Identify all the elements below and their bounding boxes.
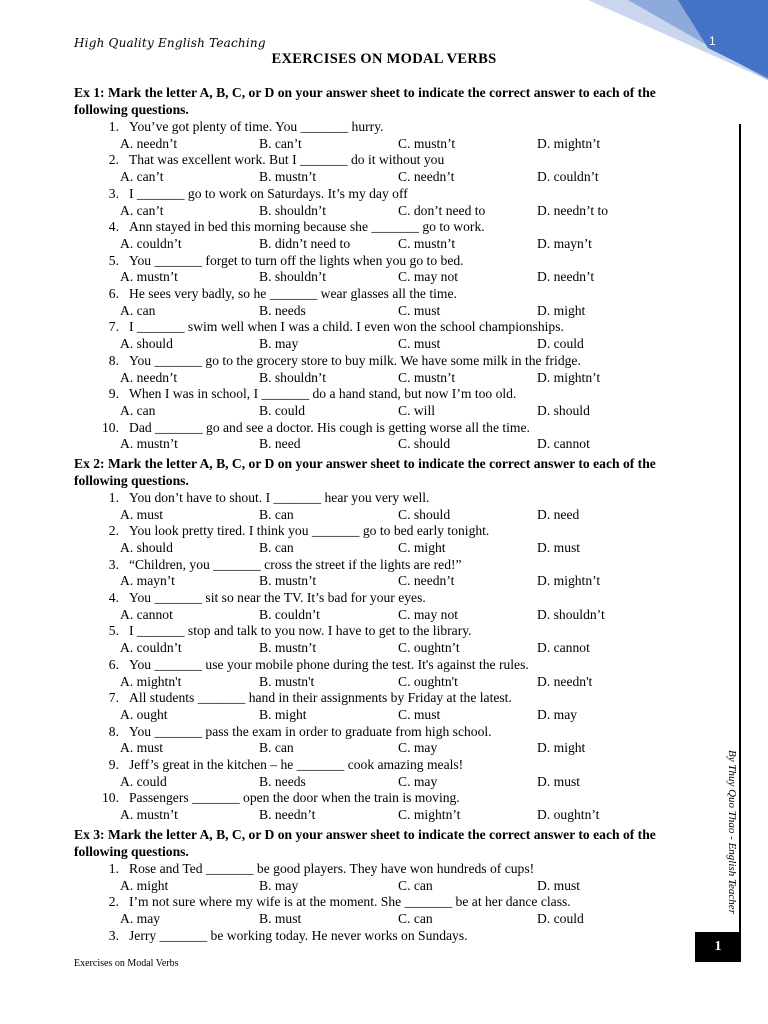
answer-option: B. shouldn’t [259,369,326,385]
answer-option: C. must [398,707,441,723]
question-number: 9. [108,386,119,402]
answer-option: C. should [398,506,451,522]
answer-option: A. needn’t [120,369,178,385]
answer-option: C. can [398,911,433,926]
question-text: Jeff’s great in the kitchen – he _______ cook amazing meals! [129,757,464,773]
question [74,420,710,437]
answer-option: D. mightn’t [537,135,601,151]
question-text: You _______ sit so near the TV. It’s bad for your eyes. [129,590,426,606]
answer-option: D. might [537,302,586,318]
answer-options [74,674,710,691]
answer-option: D. must [537,773,581,789]
answer-options [74,507,710,524]
answer-option: C. may not [398,269,459,285]
question [74,386,710,403]
question-text: You don’t have to shout. I _______ hear you very well. [129,489,430,505]
answer-options [74,774,710,791]
question [74,623,710,640]
answer-option: D. needn’t [537,269,595,285]
answer-option: B. needn’t [259,807,316,823]
question [74,790,710,807]
question-number: 3. [108,556,119,572]
question [74,657,710,674]
question-number: 7. [108,319,119,335]
answer-option: C. oughtn't [398,673,458,689]
question-text: That was excellent work. But I _______ do it without you [129,152,445,168]
answer-option: A. mustn’t [120,807,178,823]
question [74,119,710,136]
answer-option: B. didn’t need to [259,235,351,251]
answer-option: A. can’t [120,202,164,218]
answer-option: C. don’t need to [398,202,486,218]
question-text: You _______ forget to turn off the lights when you go to bed. [129,252,464,268]
question-text: You _______ pass the exam in order to graduate from high school. [129,723,492,739]
question-number: 6. [108,285,119,301]
question-number: 2. [108,523,119,539]
answer-option: B. might [259,707,307,723]
question-number: 3. [108,185,119,201]
question [74,861,710,878]
exercise-heading: Ex 3: Mark the letter A, B, C, or D on your answer sheet to indicate the correct answer to each of the following questions. [74,826,656,859]
answer-options [74,436,710,453]
question-number: 9. [108,757,119,773]
question-number: 10. [102,790,119,806]
answer-option: C. may not [398,606,459,622]
answer-option: A. cannot [120,606,173,622]
answer-option: B. could [259,402,306,418]
corner-page-number: 1 [709,34,716,48]
answer-option: B. can [259,740,294,756]
page-number-box: 1 [695,932,741,962]
answer-option: A. should [120,540,173,556]
question-text: I _______ stop and talk to you now. I have to get to the library. [129,623,472,639]
answer-option: A. mustn’t [120,436,178,452]
question-number: 4. [108,590,119,606]
question [74,319,710,336]
question [74,894,710,911]
question-text: When I was in school, I _______ do a hand stand, but now I’m too old. [129,386,517,402]
answer-options [74,878,710,895]
question-text: Jerry _______ be working today. He never works on Sundays. [129,927,468,943]
answer-option: C. mustn’t [398,235,456,251]
answer-option: D. should [537,402,590,418]
answer-options [74,370,710,387]
side-author-text-wrap [724,750,744,940]
answer-option: D. must [537,877,581,893]
question-text: Passengers _______ open the door when the train is moving. [129,790,460,806]
question-number: 1. [108,489,119,505]
question-text: “Children, you _______ cross the street if the lights are red!” [129,556,462,572]
question [74,557,710,574]
question [74,186,710,203]
answer-option: C. mightn’t [398,807,461,823]
answer-option: B. needs [259,302,306,318]
answer-option: A. might [120,877,169,893]
answer-option: A. mayn’t [120,573,175,589]
answer-option: C. mustn’t [398,135,456,151]
question [74,253,710,270]
question-text: All students _______ hand in their assignments by Friday at the latest. [129,690,512,706]
answer-option: B. couldn’t [259,606,320,622]
question-text: He sees very badly, so he _______ wear glasses all the time. [129,285,457,301]
answer-option: B. can [259,506,294,522]
answer-options [74,236,710,253]
question-number: 1. [108,860,119,876]
answer-option: C. might [398,540,446,556]
answer-option: A. should [120,336,173,352]
question-text: Ann stayed in bed this morning because she _______ go to work. [129,219,485,235]
answer-option: B. must [259,911,302,926]
question [74,286,710,303]
answer-option: A. mustn’t [120,269,178,285]
answer-option: A. couldn’t [120,640,182,656]
answer-option: D. could [537,336,584,352]
question-number: 10. [102,419,119,435]
answer-option: C. will [398,402,436,418]
question [74,690,710,707]
answer-option: A. can [120,302,156,318]
question [74,757,710,774]
answer-option: D. may [537,707,578,723]
answer-option: D. needn’t to [537,202,609,218]
question-text: You _______ go to the grocery store to buy milk. We have some milk in the fridge. [129,352,581,368]
question-text: Dad _______ go and see a doctor. His cough is getting worse all the time. [129,419,530,435]
answer-option: C. needn’t [398,573,455,589]
answer-option: D. shouldn’t [537,606,605,622]
question-text: You _______ use your mobile phone during the test. It's against the rules. [129,656,529,672]
page-title: EXERCISES ON MODAL VERBS [271,51,497,67]
answer-option: C. may [398,773,438,789]
question-text: I _______ swim well when I was a child. I even won the school championships. [129,319,564,335]
question-text: You look pretty tired. I think you _______ go to bed early tonight. [129,523,490,539]
answer-options [74,403,710,420]
answer-options [74,203,710,220]
answer-option: A. mightn't [120,673,182,689]
answer-options [74,807,710,824]
answer-option: B. shouldn’t [259,202,326,218]
answer-options [74,269,710,286]
question-number: 8. [108,723,119,739]
answer-options [74,911,710,928]
question [74,928,710,945]
answer-option: C. must [398,302,441,318]
answer-option: C. needn’t [398,169,455,185]
answer-option: B. may [259,336,299,352]
question-text: I’m not sure where my wife is at the moment. She _______ be at her dance class. [129,894,571,910]
question [74,353,710,370]
answer-option: D. mightn’t [537,369,601,385]
answer-option: B. shouldn’t [259,269,326,285]
answer-option: A. couldn’t [120,235,182,251]
answer-option: A. can [120,402,156,418]
answer-option: D. could [537,911,584,926]
question-number: 8. [108,352,119,368]
answer-option: D. mightn’t [537,573,601,589]
answer-option: D. needn't [537,673,593,689]
answer-option: B. can [259,540,294,556]
answer-options [74,607,710,624]
answer-option: C. oughtn’t [398,640,460,656]
answer-option: B. mustn’t [259,573,317,589]
answer-options [74,336,710,353]
answer-option: B. mustn’t [259,640,317,656]
question [74,590,710,607]
question-text: Rose and Ted _______ be good players. They have won hundreds of cups! [129,860,535,876]
answer-option: C. must [398,336,441,352]
answer-option: B. needs [259,773,306,789]
header-brand-text: High Quality English Teaching [74,36,266,50]
answer-options [74,740,710,757]
answer-options [74,169,710,186]
question-number: 3. [108,927,119,943]
answer-options [74,707,710,724]
question-text: You’ve got plenty of time. You _______ hurry. [129,119,384,134]
answer-option: A. could [120,773,167,789]
question [74,523,710,540]
answer-option: B. mustn’t [259,169,317,185]
answer-options [74,573,710,590]
question-number: 6. [108,656,119,672]
exercise-heading: Ex 2: Mark the letter A, B, C, or D on your answer sheet to indicate the correct answer to each of the following questions. [74,455,656,488]
question-number: 7. [108,690,119,706]
answer-option: A. can’t [120,169,164,185]
answer-options [74,640,710,657]
answer-option: D. might [537,740,586,756]
question-text: I _______ go to work on Saturdays. It’s my day off [129,185,408,201]
answer-option: D. must [537,540,581,556]
answer-option: B. can’t [259,135,302,151]
answer-option: D. oughtn’t [537,807,600,823]
question-number: 4. [108,219,119,235]
answer-option: C. mustn’t [398,369,456,385]
answer-option: A. must [120,740,164,756]
answer-option: C. should [398,436,451,452]
answer-option: D. cannot [537,640,590,656]
question [74,724,710,741]
answer-option: C. can [398,877,433,893]
question-number: 5. [108,623,119,639]
answer-option: B. need [259,436,301,452]
answer-options [74,136,710,153]
question-number: 2. [108,152,119,168]
answer-options [74,540,710,557]
question-number: 5. [108,252,119,268]
answer-option: A. must [120,506,164,522]
exercise-content [74,82,710,944]
answer-option: B. may [259,877,299,893]
answer-option: D. need [537,506,580,522]
answer-options [74,303,710,320]
question-number: 2. [108,894,119,910]
question [74,219,710,236]
side-author-text: By Thuy Quo Thao - English Teacher [726,750,738,914]
exercise-heading: Ex 1: Mark the letter A, B, C, or D on your answer sheet to indicate the correct answer to each of the following questions. [74,85,656,117]
answer-option: D. cannot [537,436,590,452]
corner-decoration [588,0,768,80]
answer-option: B. mustn't [259,673,315,689]
question-number: 1. [108,119,119,134]
question [74,152,710,169]
answer-option: C. may [398,740,438,756]
answer-option: A. ought [120,707,168,723]
question [74,490,710,507]
answer-option: A. needn’t [120,135,178,151]
answer-option: D. mayn’t [537,235,592,251]
footer-text: Exercises on Modal Verbs [74,958,179,969]
answer-option: A. may [120,911,161,926]
answer-option: D. couldn’t [537,169,599,185]
